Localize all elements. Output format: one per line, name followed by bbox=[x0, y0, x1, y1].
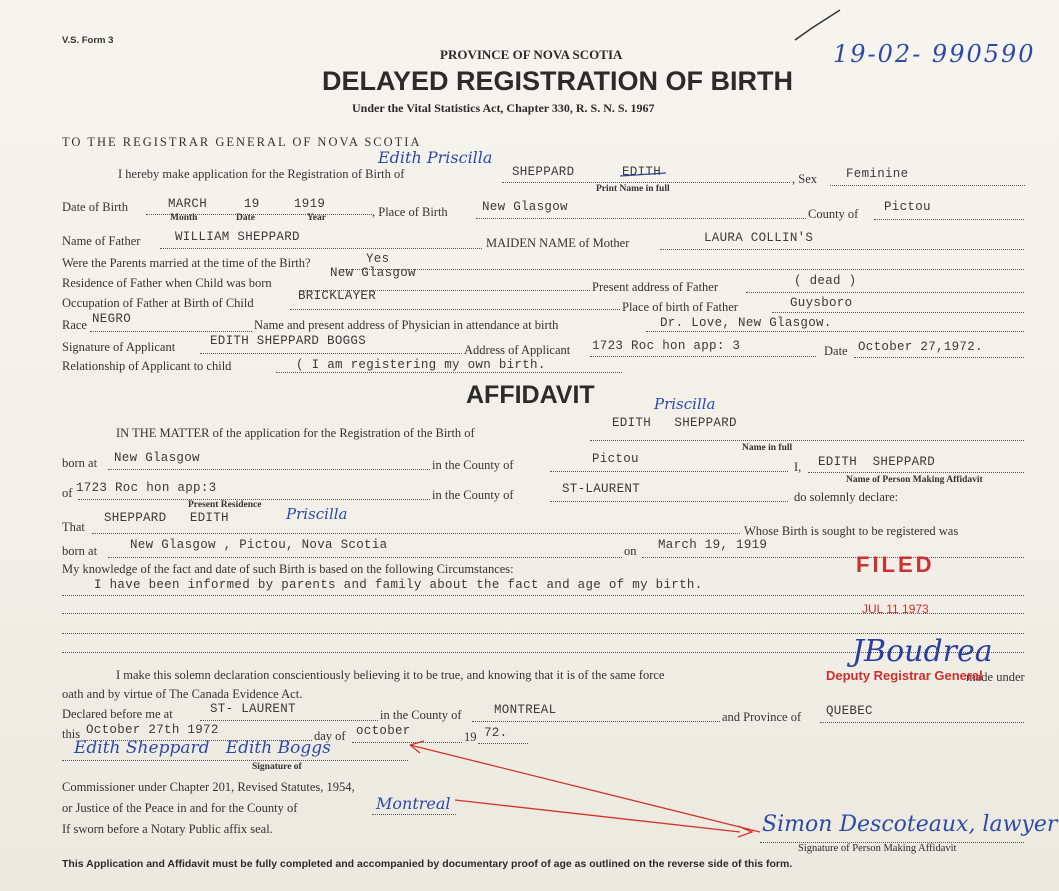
county2-value: ST-LAURENT bbox=[562, 482, 641, 496]
to-registrar: TO THE REGISTRAR GENERAL OF NOVA SCOTIA bbox=[62, 135, 422, 149]
province-heading: PROVINCE OF NOVA SCOTIA bbox=[440, 47, 623, 62]
born-at2-value: New Glasgow , Pictou, Nova Scotia bbox=[130, 538, 388, 552]
matter-label: IN THE MATTER of the application for the Registration of the Birth of bbox=[116, 426, 475, 440]
physician-value: Dr. Love, New Glasgow. bbox=[660, 316, 832, 330]
born-at-label: born at bbox=[62, 456, 98, 470]
province-label: and Province of bbox=[722, 710, 802, 724]
name-typed: SHEPPARD bbox=[512, 165, 575, 179]
on-value: March 19, 1919 bbox=[658, 538, 768, 552]
race-label: Race bbox=[62, 318, 87, 332]
checkmark-icon bbox=[795, 10, 840, 40]
year-value: 72. bbox=[484, 726, 508, 740]
person-value: EDITH SHEPPARD bbox=[818, 455, 936, 469]
notary-text: If sworn before a Notary Public affix seal. bbox=[62, 822, 273, 836]
justice-label: or Justice of the Peace in and for the County of bbox=[62, 801, 298, 815]
day-of-label: day of bbox=[314, 729, 346, 743]
form-code: V.S. Form 3 bbox=[62, 35, 114, 46]
pob-value: New Glasgow bbox=[482, 200, 568, 214]
person-signature-caption: Signature of Person Making Affidavit bbox=[798, 843, 957, 854]
signature-applicant-value: EDITH SHEPPARD BOGGS bbox=[210, 334, 367, 348]
race-value: NEGRO bbox=[92, 312, 132, 326]
residence-value: New Glasgow bbox=[330, 266, 416, 280]
affidavit-title: AFFIDAVIT bbox=[466, 381, 595, 409]
date-value: October 27,1972. bbox=[858, 340, 983, 354]
born-at-value: New Glasgow bbox=[114, 451, 200, 465]
this-label: this bbox=[62, 727, 81, 741]
married-value: Yes bbox=[366, 252, 390, 266]
father-value: WILLIAM SHEPPARD bbox=[175, 230, 300, 244]
in-county-label: in the County of bbox=[432, 458, 514, 472]
occupation-value: BRICKLAYER bbox=[298, 289, 377, 303]
present-address-value: ( dead ) bbox=[794, 274, 857, 288]
commissioner-text: Commissioner under Chapter 201, Revised Statutes, 1954, bbox=[62, 780, 355, 794]
declared-county-value: MONTREAL bbox=[494, 703, 557, 717]
matter-value: EDITH SHEPPARD bbox=[612, 416, 737, 430]
month-caption: Month bbox=[170, 213, 198, 223]
province-value: QUEBEC bbox=[826, 704, 873, 718]
i-label: I, bbox=[794, 460, 802, 474]
on-label: on bbox=[624, 544, 637, 558]
present-residence-caption: Present Residence bbox=[188, 500, 262, 510]
signature-caption: Signature of bbox=[252, 762, 302, 772]
county-value: Pictou bbox=[592, 452, 639, 466]
father-pob-value: Guysboro bbox=[790, 296, 853, 310]
county-label: County of bbox=[808, 207, 859, 221]
of-value: 1723 Roc hon app:3 bbox=[76, 481, 217, 495]
father-label: Name of Father bbox=[62, 234, 141, 248]
day-of-value: october bbox=[356, 724, 411, 738]
present-address-label: Present address of Father bbox=[592, 280, 719, 294]
footer-note: This Application and Affidavit must be fully completed and accompanied by documentary proof of age as outlined on the reverse side of this form. bbox=[62, 858, 793, 870]
justice-value: Montreal bbox=[376, 794, 451, 813]
date-label: Date bbox=[824, 344, 848, 358]
that-handwritten: Priscilla bbox=[286, 505, 348, 523]
sex-value: Feminine bbox=[846, 167, 909, 181]
signature-applicant-label: Signature of Applicant bbox=[62, 340, 176, 354]
declared-county-label: in the County of bbox=[380, 708, 462, 722]
residence-label: Residence of Father when Child was born bbox=[62, 276, 272, 290]
print-name-caption: Print Name in full bbox=[596, 184, 670, 194]
dob-day: 19 bbox=[244, 197, 260, 211]
of-label: of bbox=[62, 486, 73, 500]
circumstances-text: I have been informed by parents and family about the fact and age of my birth. bbox=[94, 578, 703, 592]
name-handwritten: Edith Priscilla bbox=[378, 148, 493, 167]
relationship-value: ( I am registering my own birth. bbox=[296, 358, 546, 372]
that-label: That bbox=[62, 520, 85, 534]
red-arrow-line-2 bbox=[410, 745, 760, 832]
whose-birth-label: Whose Birth is sought to be registered was bbox=[744, 524, 959, 538]
year-caption: Year bbox=[307, 213, 326, 223]
matter-handwritten: Priscilla bbox=[654, 395, 716, 413]
lawyer-signature: Simon Descoteaux, lawyer bbox=[762, 812, 1058, 837]
pob-label: , Place of Birth bbox=[372, 205, 448, 219]
registrar-signature: JBoudrea bbox=[852, 634, 993, 669]
signature-handwritten: Edith Sheppard Edith Boggs bbox=[74, 738, 331, 758]
declare-label: do solemnly declare: bbox=[794, 490, 899, 504]
in-county2-label: in the County of bbox=[432, 488, 514, 502]
occupation-label: Occupation of Father at Birth of Child bbox=[62, 296, 254, 310]
handwritten-number: 19-02- 990590 bbox=[833, 40, 1036, 68]
name-in-full-caption: Name in full bbox=[742, 443, 793, 453]
mother-value: LAURA COLLIN'S bbox=[704, 231, 814, 245]
declaration-line2: oath and by virtue of The Canada Evidence Act. bbox=[62, 687, 303, 701]
relationship-label: Relationship of Applicant to child bbox=[62, 359, 232, 373]
knowledge-label: My knowledge of the fact and date of such Birth is based on the following Circumstances: bbox=[62, 562, 514, 576]
dob-label: Date of Birth bbox=[62, 200, 128, 214]
sex-label: , Sex bbox=[792, 172, 817, 186]
declared-label: Declared before me at bbox=[62, 707, 173, 721]
filed-stamp: FILED bbox=[856, 552, 935, 577]
mother-label: MAIDEN NAME of Mother bbox=[486, 236, 630, 250]
physician-label: Name and present address of Physician in attendance at birth bbox=[254, 318, 559, 332]
year-prefix: 19 bbox=[464, 730, 477, 744]
declaration-end: made under bbox=[966, 670, 1025, 684]
that-value: SHEPPARD EDITH bbox=[104, 511, 229, 525]
dob-month: MARCH bbox=[168, 197, 208, 211]
subtitle: Under the Vital Statistics Act, Chapter 330, R. S. N. S. 1967 bbox=[352, 101, 655, 115]
page-title: DELAYED REGISTRATION OF BIRTH bbox=[322, 66, 794, 96]
father-pob-label: Place of birth of Father bbox=[622, 300, 738, 314]
this-value: October 27th 1972 bbox=[86, 723, 219, 737]
person-caption: Name of Person Making Affidavit bbox=[846, 475, 983, 485]
married-label: Were the Parents married at the time of the Birth? bbox=[62, 256, 311, 270]
born-at2-label: born at bbox=[62, 544, 98, 558]
name-struck: EDITH bbox=[622, 165, 662, 179]
deputy-registrar-stamp: Deputy Registrar General bbox=[826, 668, 983, 683]
county-value: Pictou bbox=[884, 200, 931, 214]
declared-value: ST- LAURENT bbox=[210, 702, 296, 716]
date-caption: Date bbox=[236, 213, 255, 223]
intro-label: I hereby make application for the Registration of Birth of bbox=[118, 167, 405, 181]
address-applicant-label: Address of Applicant bbox=[464, 343, 571, 357]
dob-year: 1919 bbox=[294, 197, 326, 211]
declaration-line1: I make this solemn declaration conscientiously believing it to be true, and knowing that it is of the same force bbox=[116, 668, 665, 682]
filed-date-stamp: JUL 11 1973 bbox=[862, 602, 929, 616]
address-applicant-value: 1723 Roc hon app: 3 bbox=[592, 339, 741, 353]
